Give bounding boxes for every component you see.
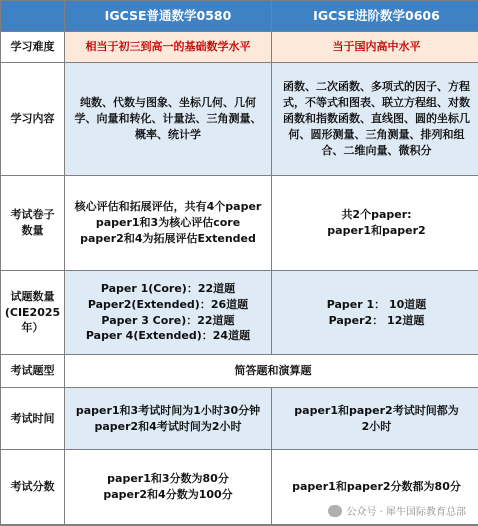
wechat-icon bbox=[328, 505, 342, 517]
watermark bbox=[328, 503, 466, 518]
difficulty-0580: 相当于初三到高一的基础数学水平 bbox=[65, 32, 271, 62]
difficulty-0606: 当于国内高中水平 bbox=[272, 32, 478, 62]
watermark-text: 公众号 · 犀牛国际教育总部 bbox=[346, 507, 466, 518]
header-0580: IGCSE普通数学0580 bbox=[65, 1, 271, 31]
row-label-exam-time: 考试时间 bbox=[1, 388, 64, 449]
row-label-question-count: 试题数量(CIE2025年） bbox=[1, 271, 64, 354]
exam-score-0580: paper1和3分数为80分 paper2和4分数为100分 bbox=[65, 450, 271, 524]
header-0606: IGCSE进阶数学0606 bbox=[272, 1, 478, 31]
papers-0580: 核心评估和拓展评估，共有4个paper paper1和3为核心评估core paper2和4为拓展评估Extended bbox=[65, 176, 271, 270]
row-label-papers: 考试卷子数量 bbox=[1, 176, 64, 270]
row-label-difficulty: 学习难度 bbox=[1, 32, 64, 62]
row-label-content: 学习内容 bbox=[1, 63, 64, 175]
exam-time-0606: paper1和paper2考试时间都为 2小时 bbox=[272, 388, 478, 449]
content-0606: 函数、二次函数、多项式的因子、方程式，不等式和图表、联立方程组、对数函数和指数函数、直线图、圆的坐标几何、圆形测量、三角测量、排列和组合、二维向量、微积分 bbox=[272, 63, 478, 175]
question-type-merged: 简答题和演算题 bbox=[65, 355, 478, 387]
row-label-question-type: 考试题型 bbox=[1, 355, 64, 387]
header-corner bbox=[1, 1, 64, 31]
row-label-exam-score: 考试分数 bbox=[1, 450, 64, 524]
question-count-0580: Paper 1(Core)：22道题 Paper2(Extended)：26道题 Paper 3 Core)：22道题 Paper 4(Extended)：24道题 bbox=[65, 271, 271, 354]
exam-score-0606: paper1和paper2分数都为80分 bbox=[272, 450, 478, 524]
question-count-0606: Paper 1： 10道题 Paper2： 12道题 bbox=[272, 271, 478, 354]
papers-0606: 共2个paper: paper1和paper2 bbox=[272, 176, 478, 270]
exam-time-0580: paper1和3考试时间为1小时30分钟 paper2和4考试时间为2小时 bbox=[65, 388, 271, 449]
content-0580: 纯数、代数与图象、坐标几何、几何学、向量和转化、计量法、三角测量、概率、统计学 bbox=[65, 63, 271, 175]
